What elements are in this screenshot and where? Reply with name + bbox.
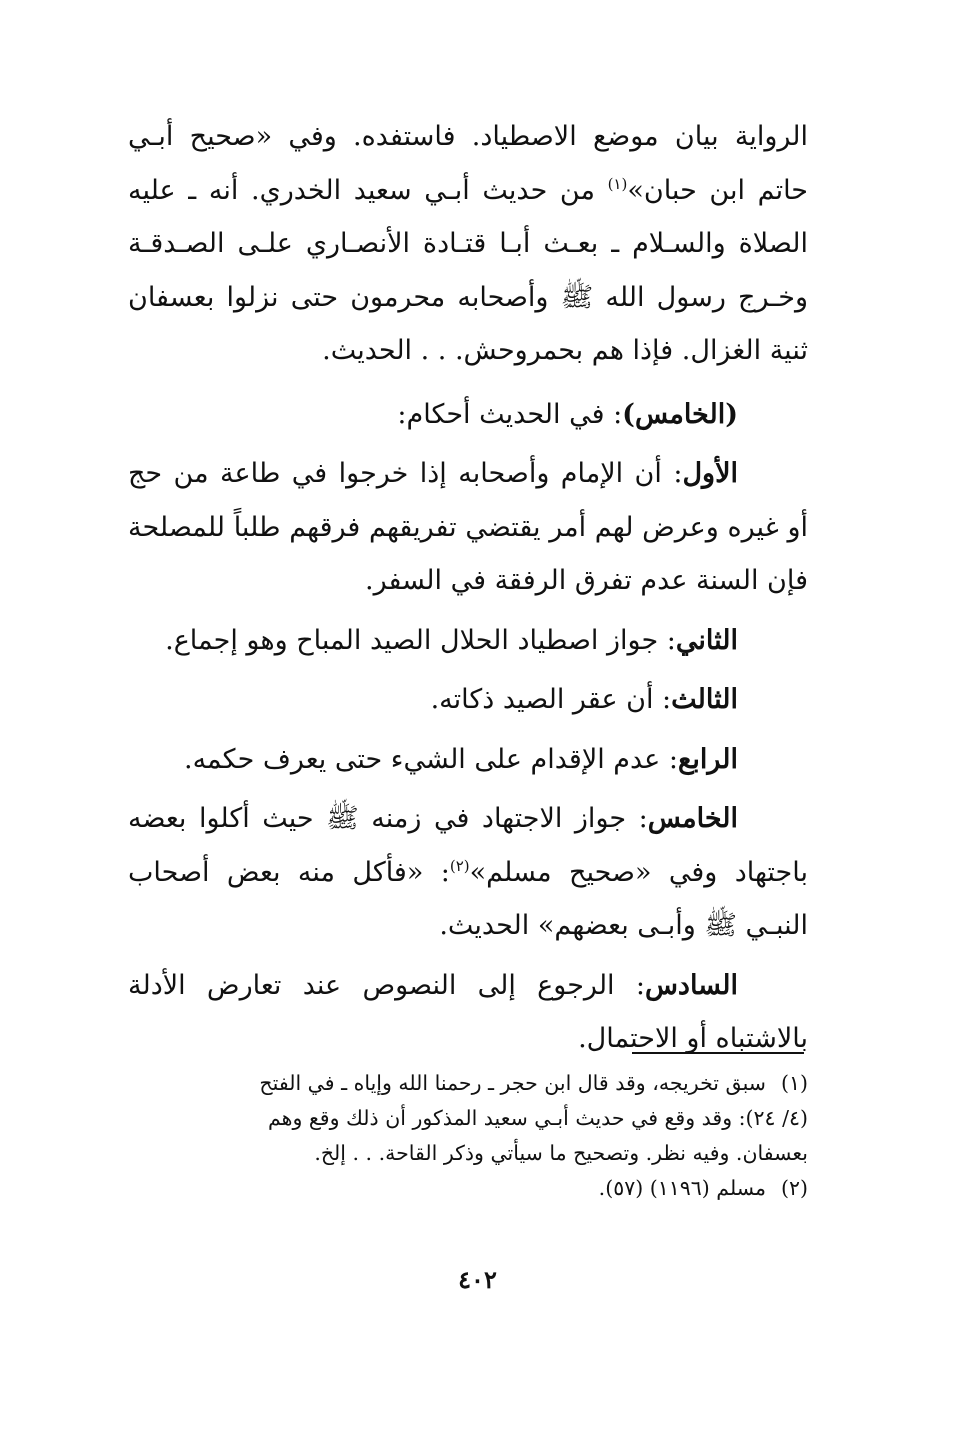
paragraph-rulings-heading [128, 388, 808, 442]
page-number: ٤٠٢ [458, 1265, 497, 1294]
first-ruling-text: : أن الإمام وأصحابه إذا خرجوا في طاعة من حج أو غيره وعرض لهم أمر يقتضي تفريقهم فرقهم طلباً للمصلحة فإن السنة عدم تفرق الرفقة في السفر. [128, 458, 808, 596]
paragraph-third-ruling [128, 673, 808, 727]
footnote-ref-1: (١) [607, 174, 628, 193]
label-fifth: الخامس [647, 803, 738, 834]
heading-fifth: (الخامس) [622, 398, 738, 430]
footnote-1-continuation [128, 1101, 808, 1136]
footnote-1-number: (١) [780, 1071, 808, 1095]
heading-fifth-text: : في الحديث أحكام: [397, 398, 623, 430]
footnote-1-line-2: (٤/ ٢٤): وقد وقع في حديث أبـي سعيد المذكور أن ذلك وقع وهم [268, 1106, 808, 1130]
third-ruling-text: : أن عقر الصيد ذكاته. [430, 684, 672, 715]
paragraph-second-ruling [128, 614, 808, 668]
footnote-2-text: مسلم (١١٩٦) (٥٧). [598, 1176, 766, 1200]
paragraph-fourth-ruling [128, 733, 808, 787]
label-sixth: السادس [644, 969, 738, 1001]
label-third: الثالث [671, 684, 738, 715]
footnote-1 [128, 1066, 808, 1101]
paragraph-1 [128, 110, 808, 378]
fifth-ruling-rest: : «فأكل منه بعض أصحاب النبـي ﷺ وأبـى بعضهم» الحديث. [128, 856, 808, 941]
footnote-1-line-3: بعسفان. وفيه نظر. وتصحيح ما سيأتي وذكر القاحة. . . إلخ. [314, 1141, 808, 1165]
label-first: الأول [682, 458, 738, 489]
paragraph-sixth-ruling [128, 959, 808, 1066]
footnotes [128, 1066, 808, 1206]
fourth-ruling-text: : عدم الإقدام على الشيء حتى يعرف حكمه. [184, 743, 678, 775]
footnote-2-number: (٢) [780, 1176, 808, 1200]
footnote-ref-2: (٢) [449, 856, 470, 875]
fifth-ruling-text: : جواز الاجتهاد في زمنه ﷺ حيث أكلوا بعضه باجتهاد وفي «صحيح مسلم» [128, 803, 808, 888]
label-second: الثاني [675, 624, 738, 656]
paragraph-1-text: الرواية بيان موضع الاصطياد. فاستفده. وفي «صحيح أبـي حاتم ابن حبان» [128, 121, 808, 206]
sixth-ruling-text: : الرجوع إلى النصوص عند تعارض الأدلة بالاشتباه أو الاحتمال. [128, 969, 808, 1054]
second-ruling-text: : جواز اصطياد الحلال الصيد المباح وهو إجماع. [165, 624, 676, 656]
main-text [128, 110, 808, 1072]
footnote-1-line-1: سبق تخريجه، وقد قال ابن حجر ـ رحمنا الله وإياه ـ في الفتح [259, 1071, 766, 1095]
footnote-divider [632, 1052, 804, 1054]
paragraph-1-rest: من حديث أبـي سعيد الخدري. أنه ـ عليه الصلاة والسـلام ـ بعـث أبـا قتـادة الأنصـاري علـى الصـدقـة وخـرج رسول الله ﷺ وأصحابه محرمون حتى نزلوا بعسفان ثنية الغزال. فإذا هم بحمروحش. . . الحديث. [128, 174, 808, 366]
paragraph-first-ruling [128, 447, 808, 608]
label-fourth: الرابع [677, 743, 738, 775]
footnote-2 [128, 1171, 808, 1206]
footnote-1-last-line [128, 1136, 808, 1171]
paragraph-fifth-ruling [128, 792, 808, 953]
